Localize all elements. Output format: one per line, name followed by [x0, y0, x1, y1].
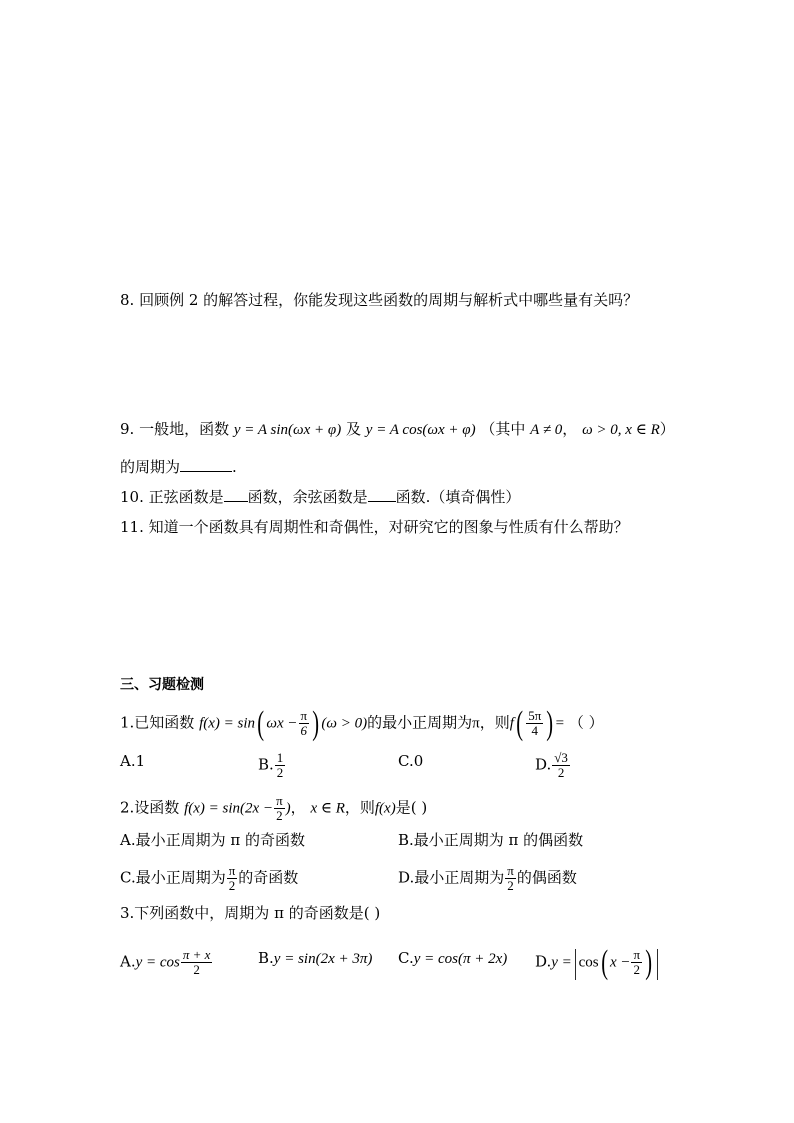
formula: y = cos(π + 2x) [413, 951, 508, 967]
fraction-5pi-4 [526, 709, 543, 738]
left-paren-icon: ( [257, 704, 265, 742]
denominator: 6 [300, 723, 308, 738]
question-9-line2 [120, 457, 237, 477]
numerator: π [300, 708, 308, 723]
cos-name: cos [578, 954, 599, 971]
question-10-part-c: 函数.（填奇偶性） [395, 488, 521, 506]
fraction-pi-2 [505, 864, 516, 893]
option-d-label: D.最小正周期为 [398, 868, 505, 887]
denominator: 2 [276, 808, 283, 823]
question-11 [120, 517, 629, 537]
option-d-label: D. [535, 952, 552, 971]
question-11-text: 11. 知道一个函数具有周期性和奇偶性，对研究它的图象与性质有什么帮助？ [120, 518, 629, 536]
answer-blank[interactable] [368, 487, 396, 502]
numerator: π [633, 947, 641, 962]
question-9 [120, 419, 675, 440]
option-b[interactable] [398, 830, 583, 850]
option-b[interactable] [258, 948, 372, 969]
question-8 [120, 290, 638, 310]
option-a[interactable] [120, 948, 213, 977]
numerator: √3 [554, 750, 568, 765]
fraction-pi-2 [274, 794, 285, 823]
problem-2-lead: 2.设函数 [120, 798, 180, 817]
question-9-period-label: 的周期为 [120, 458, 181, 476]
question-9-paren-open: （其中 [480, 420, 526, 438]
option-c[interactable] [120, 864, 298, 893]
denominator: 2 [228, 878, 236, 893]
fraction-pi-2 [631, 948, 642, 977]
formula-acos: y = A cos(ωx + φ) [365, 422, 476, 438]
option-d[interactable] [398, 864, 577, 893]
option-b-label: B. [258, 755, 274, 774]
right-paren-icon: ) [312, 704, 320, 742]
equals-sign: = [555, 715, 565, 732]
formula: y = cos [135, 954, 180, 971]
function-fx: f(x) [374, 800, 396, 817]
domain: x ∈ R [310, 800, 345, 817]
denominator: 2 [507, 878, 514, 893]
option-a[interactable] [120, 751, 145, 771]
problem-2-is: 是( ) [395, 798, 428, 817]
option-a-text: A.最小正周期为 π 的奇函数 [120, 831, 305, 849]
question-10-part-a: 10. 正弦函数是 [120, 488, 224, 506]
abs-bar-icon: | [573, 943, 577, 981]
question-9-end: . [232, 458, 237, 476]
formula-inner: x − [609, 954, 631, 971]
abs-bar-icon: | [656, 943, 660, 981]
fraction-pi-2 [227, 864, 238, 893]
option-a-text: A.1 [120, 752, 146, 770]
numerator: π [228, 863, 236, 878]
question-8-text: 8. 回顾例 2 的解答过程，你能发现这些函数的周期与解析式中哪些量有关吗？ [120, 291, 639, 309]
problem-2-comma: ， [290, 798, 306, 817]
option-c-label: C. [398, 949, 414, 967]
option-c[interactable] [398, 751, 423, 771]
option-b[interactable] [258, 751, 286, 780]
fraction-1-2 [275, 751, 286, 780]
left-paren-icon: ( [600, 943, 608, 981]
question-9-and: 及 [345, 420, 361, 438]
problem-2 [120, 794, 427, 823]
problem-3 [120, 903, 380, 923]
function-f: f [509, 715, 514, 732]
denominator: 2 [193, 962, 200, 977]
option-c-text: C.0 [398, 752, 424, 770]
right-paren-icon: ) [546, 704, 554, 742]
question-10 [120, 487, 520, 507]
question-9-number: 9. 一般地，函数 [120, 420, 230, 438]
problem-1 [120, 704, 604, 742]
fraction-pi-plus-x-2 [181, 948, 213, 977]
question-9-paren-close: ） [659, 420, 675, 438]
option-a-label: A. [120, 952, 136, 971]
formula-fx: f(x) = sin [199, 715, 256, 732]
formula-asin: y = A sin(ωx + φ) [233, 422, 342, 438]
option-b-text: B.最小正周期为 π 的偶函数 [398, 831, 584, 849]
answer-blank[interactable]: （ ） [568, 713, 604, 732]
condition-a: A ≠ 0 [530, 422, 563, 438]
option-c-tail: 的奇函数 [238, 868, 299, 887]
left-paren-icon: ( [516, 704, 523, 742]
option-d-label: D. [535, 755, 552, 774]
question-9-comma: ， [562, 420, 578, 438]
right-paren-icon: ) [645, 943, 653, 981]
problem-1-lead: 1.已知函数 [120, 713, 195, 732]
formula: y = [551, 954, 572, 971]
numerator: π [507, 863, 514, 878]
formula: y = sin(2x + 3π) [273, 951, 373, 967]
condition: (ω > 0) [321, 715, 368, 732]
problem-2-then: ，则 [344, 798, 375, 817]
option-c[interactable] [398, 948, 507, 969]
period-value: π [472, 715, 480, 732]
formula-inner: ωx − [266, 715, 298, 732]
condition-omega: ω > 0, x ∈ R [582, 422, 660, 438]
option-c-label: C.最小正周期为 [120, 868, 226, 887]
option-b-label: B. [258, 949, 274, 967]
section-title: 三、习题检测 [120, 677, 204, 693]
problem-3-lead: 3.下列函数中，周期为 π 的奇函数是( ) [120, 904, 381, 922]
formula-close: ) [285, 800, 291, 817]
question-10-part-b: 函数，余弦函数是 [247, 488, 368, 506]
section-heading [120, 675, 204, 695]
denominator: 2 [276, 765, 284, 780]
numerator: π [276, 793, 283, 808]
denominator: 2 [633, 962, 640, 977]
denominator: 2 [557, 765, 565, 780]
option-d[interactable] [535, 943, 661, 981]
denominator: 4 [531, 723, 538, 738]
fraction-pi-6 [299, 709, 310, 738]
problem-1-then: ，则 [479, 713, 510, 732]
option-d[interactable] [535, 751, 571, 780]
numerator: π + x [182, 947, 211, 962]
option-a[interactable] [120, 830, 305, 850]
option-d-tail: 的偶函数 [516, 868, 577, 887]
answer-blank[interactable] [224, 487, 248, 502]
numerator: 5π [528, 708, 542, 723]
numerator: 1 [276, 750, 284, 765]
fraction-sqrt3-2 [552, 751, 570, 780]
formula-fx: f(x) = sin(2x − [184, 800, 274, 817]
answer-blank[interactable] [180, 457, 232, 472]
problem-1-mid: 的最小正周期为 [367, 713, 473, 732]
